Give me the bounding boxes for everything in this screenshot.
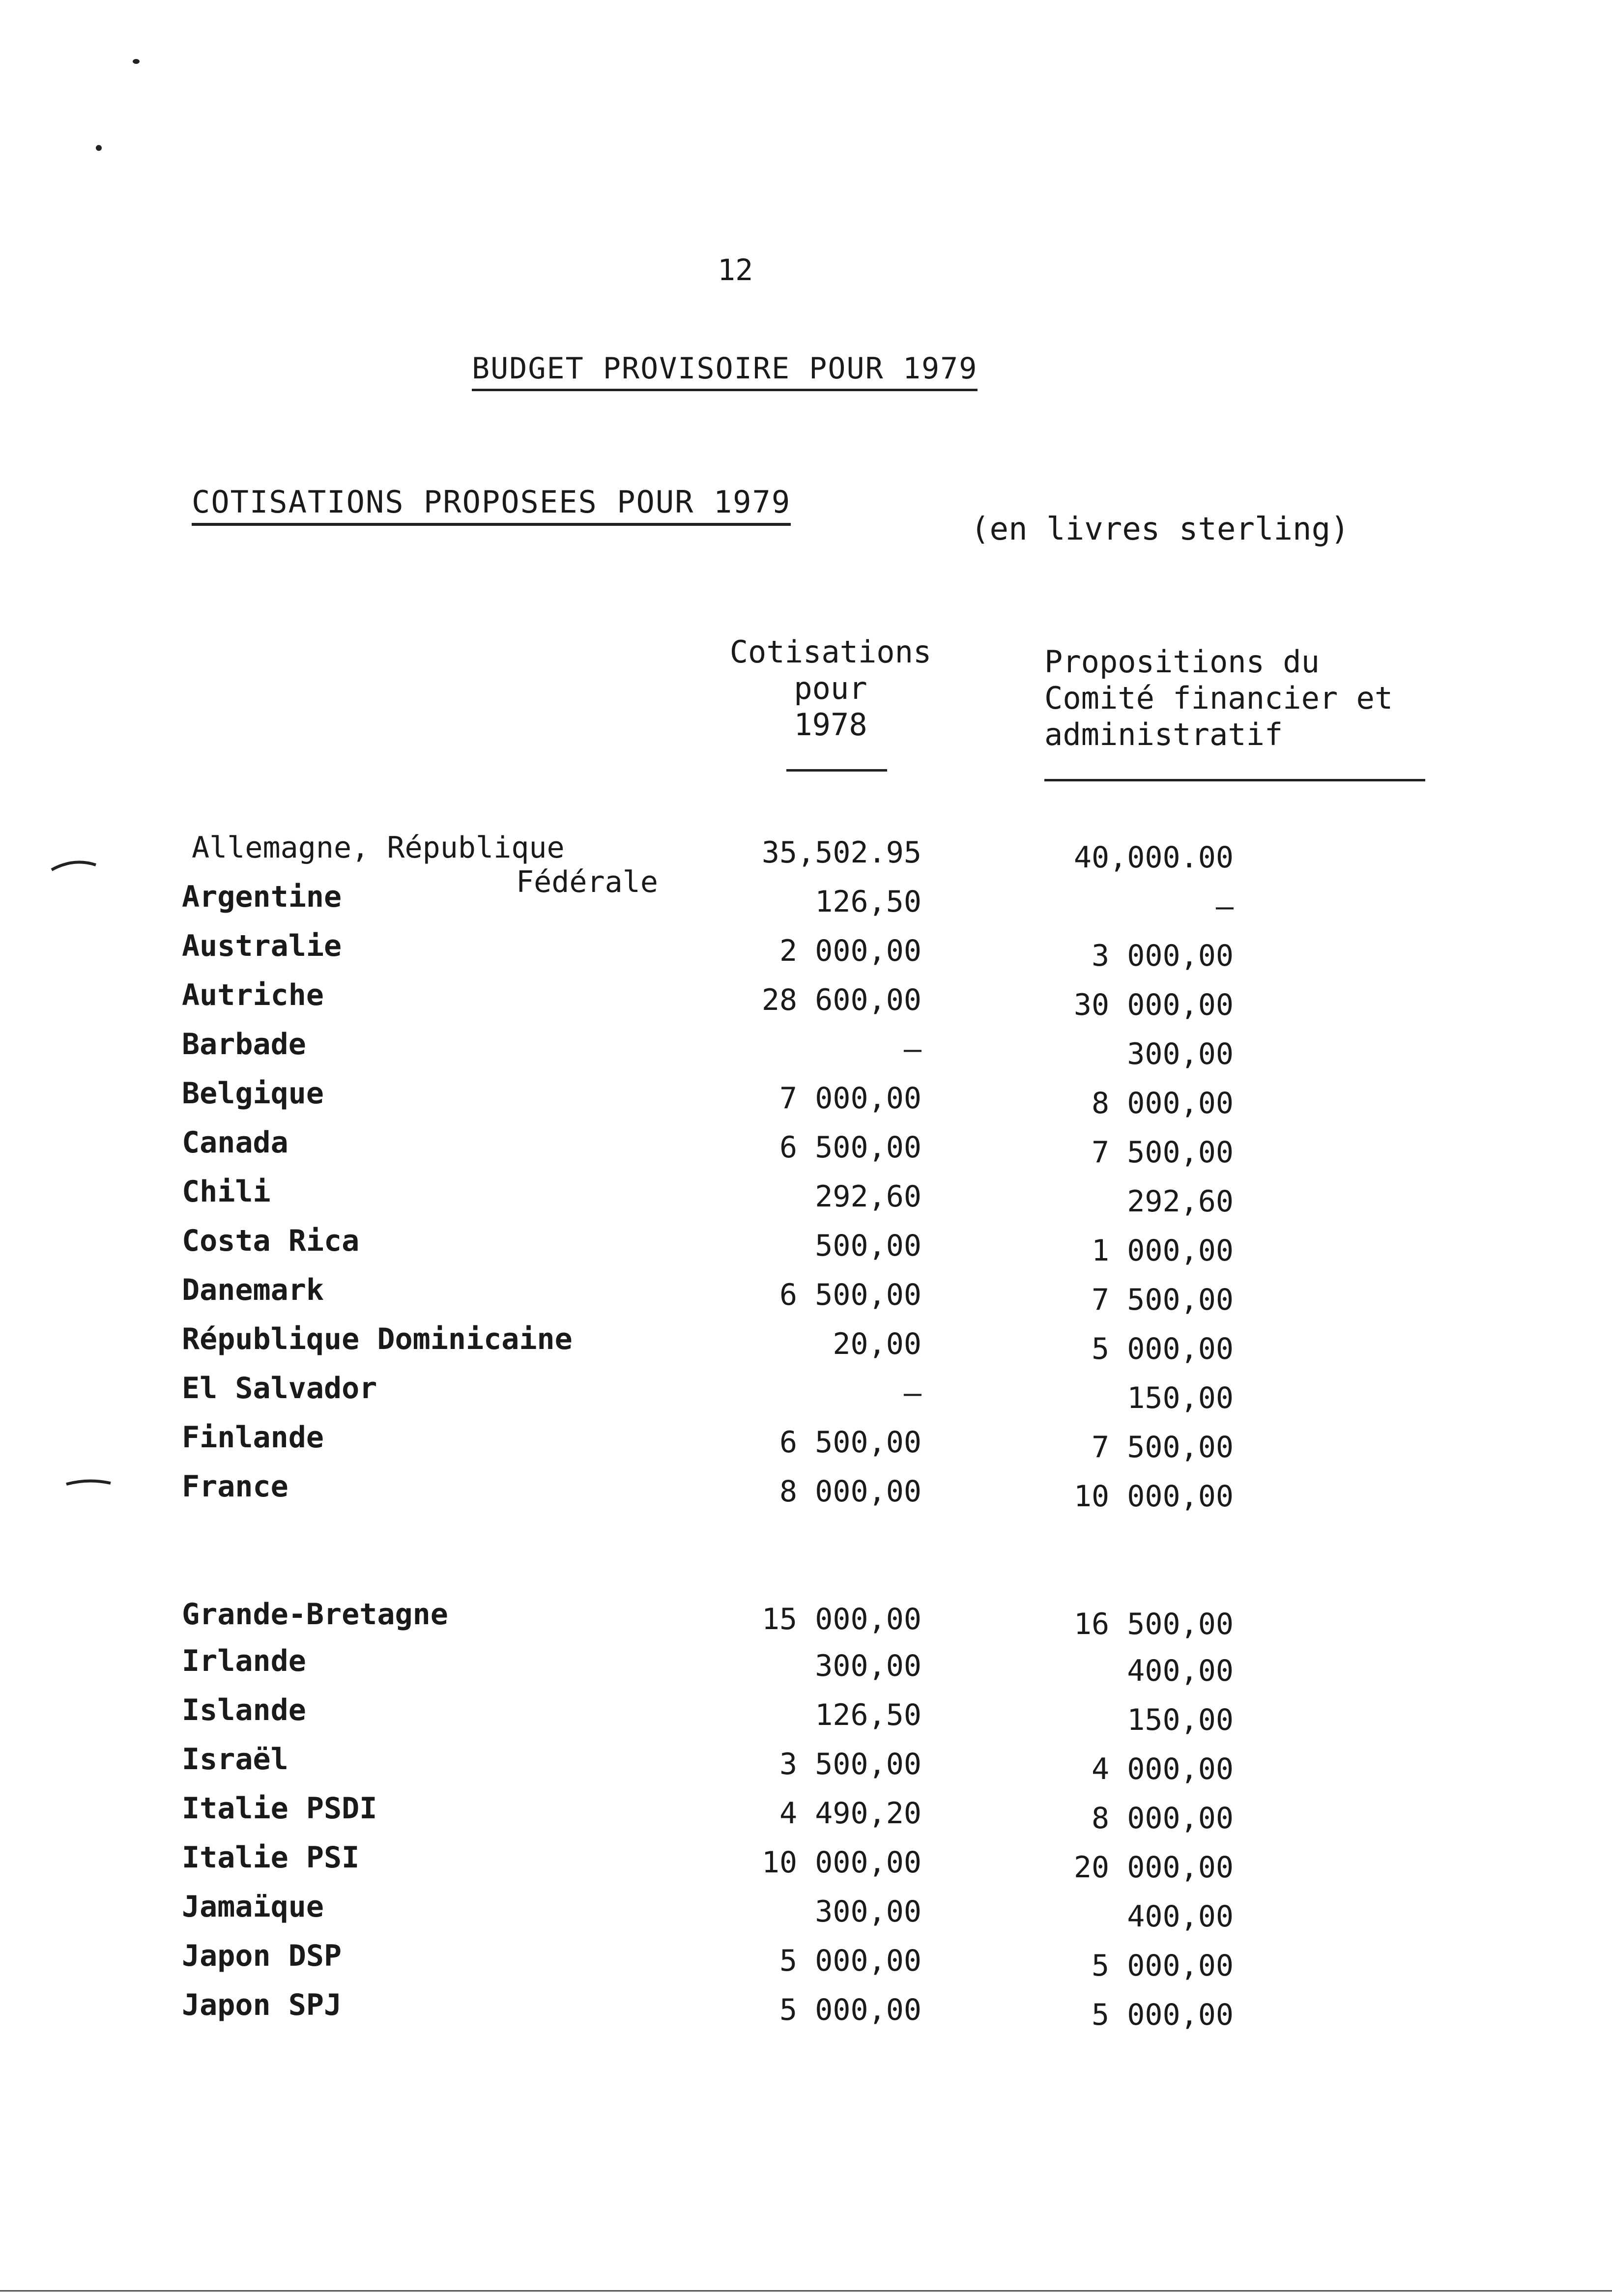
value-proposal: 150,00 [1127, 1381, 1234, 1415]
value-proposal: 8 000,00 [1092, 1086, 1234, 1120]
row-name-continuation: Fédérale [516, 865, 658, 899]
country-name: Canada [182, 1125, 288, 1160]
value-proposal: 5 000,00 [1092, 1332, 1234, 1366]
value-1978: 292,60 [815, 1179, 921, 1214]
country-name: Italie PSDI [182, 1791, 377, 1826]
scan-speck [133, 59, 140, 64]
value-1978: 28 600,00 [761, 983, 921, 1017]
column-header-line: pour [794, 670, 867, 706]
value-proposal: 4 000,00 [1092, 1752, 1234, 1786]
value-1978: – [903, 1376, 921, 1410]
country-name: Danemark [182, 1273, 324, 1307]
column-header-line: administratif [1044, 717, 1283, 752]
country-name: Grande-Bretagne [182, 1597, 448, 1632]
column-header-1978 [720, 634, 941, 743]
value-1978: 6 500,00 [779, 1278, 921, 1312]
page-number: 12 [718, 253, 753, 287]
value-1978: 300,00 [815, 1649, 921, 1683]
value-1978: 6 500,00 [779, 1425, 921, 1460]
value-proposal: 5 000,00 [1092, 1949, 1234, 1983]
value-1978: 10 000,00 [761, 1845, 921, 1880]
margin-mark [64, 1474, 113, 1494]
country-name: Jamaïque [182, 1890, 324, 1924]
value-proposal: 20 000,00 [1073, 1850, 1234, 1885]
value-proposal: 3 000,00 [1092, 939, 1234, 973]
country-name: République Dominicaine [182, 1322, 573, 1356]
value-proposal: 7 500,00 [1092, 1430, 1234, 1464]
value-1978: 126,50 [815, 1698, 921, 1732]
margin-mark [49, 855, 98, 875]
column-rule [786, 769, 887, 772]
value-proposal: 16 500,00 [1073, 1607, 1234, 1641]
country-name: Chili [182, 1175, 271, 1209]
country-name: Irlande [182, 1644, 306, 1678]
value-proposal: – [1215, 890, 1234, 924]
value-proposal: 400,00 [1127, 1654, 1234, 1688]
column-header-line: 1978 [794, 707, 867, 743]
country-name: Autriche [182, 978, 324, 1012]
country-name: Italie PSI [182, 1840, 360, 1875]
country-name: Japon SPJ [182, 1988, 342, 2022]
value-1978: 2 000,00 [779, 934, 921, 968]
value-proposal: 7 500,00 [1092, 1135, 1234, 1170]
country-name: El Salvador [182, 1371, 377, 1406]
section-title: COTISATIONS PROPOSEES POUR 1979 [192, 484, 791, 526]
value-1978: 300,00 [815, 1894, 921, 1929]
value-1978: 6 500,00 [779, 1130, 921, 1165]
country-name: Allemagne, République [192, 831, 565, 865]
country-name: Finlande [182, 1420, 324, 1455]
scan-speck [96, 145, 102, 151]
value-proposal: 292,60 [1127, 1184, 1234, 1219]
value-1978: 35,502.95 [761, 835, 921, 870]
country-name: Argentine [182, 880, 342, 914]
country-name: Barbade [182, 1027, 306, 1062]
value-1978: 4 490,20 [779, 1796, 921, 1831]
value-proposal: 400,00 [1127, 1899, 1234, 1934]
country-name: France [182, 1469, 288, 1504]
value-1978: – [903, 1032, 921, 1066]
page-title: BUDGET PROVISOIRE POUR 1979 [472, 351, 978, 391]
country-name: Israël [182, 1742, 288, 1777]
value-1978: 8 000,00 [779, 1474, 921, 1509]
value-proposal: 10 000,00 [1073, 1479, 1234, 1514]
value-proposal: 7 500,00 [1092, 1283, 1234, 1317]
column-rule [1044, 779, 1425, 781]
value-proposal: 8 000,00 [1092, 1801, 1234, 1836]
country-name: Belgique [182, 1076, 324, 1111]
value-1978: 126,50 [815, 885, 921, 919]
page-edge-line [0, 2290, 1612, 2292]
value-1978: 15 000,00 [761, 1602, 921, 1636]
value-1978: 5 000,00 [779, 1944, 921, 1978]
value-1978: 7 000,00 [779, 1081, 921, 1116]
country-name: Islande [182, 1693, 306, 1727]
value-proposal: 1 000,00 [1092, 1234, 1234, 1268]
value-proposal: 300,00 [1127, 1037, 1234, 1071]
column-header-proposals [1044, 644, 1393, 753]
value-proposal: 5 000,00 [1092, 1998, 1234, 2032]
value-proposal: 150,00 [1127, 1703, 1234, 1737]
value-proposal: 40,000.00 [1073, 840, 1234, 875]
value-1978: 20,00 [833, 1327, 921, 1361]
country-name: Australie [182, 929, 342, 963]
value-1978: 500,00 [815, 1229, 921, 1263]
value-1978: 3 500,00 [779, 1747, 921, 1781]
value-proposal: 30 000,00 [1073, 988, 1234, 1022]
value-1978: 5 000,00 [779, 1993, 921, 2027]
column-header-line: Comité financier et [1044, 680, 1393, 716]
column-header-line: Cotisations [729, 634, 932, 670]
country-name: Costa Rica [182, 1224, 360, 1258]
country-name: Japon DSP [182, 1939, 342, 1973]
unit-note: (en livres sterling) [971, 511, 1350, 547]
column-header-line: Propositions du [1044, 644, 1320, 680]
